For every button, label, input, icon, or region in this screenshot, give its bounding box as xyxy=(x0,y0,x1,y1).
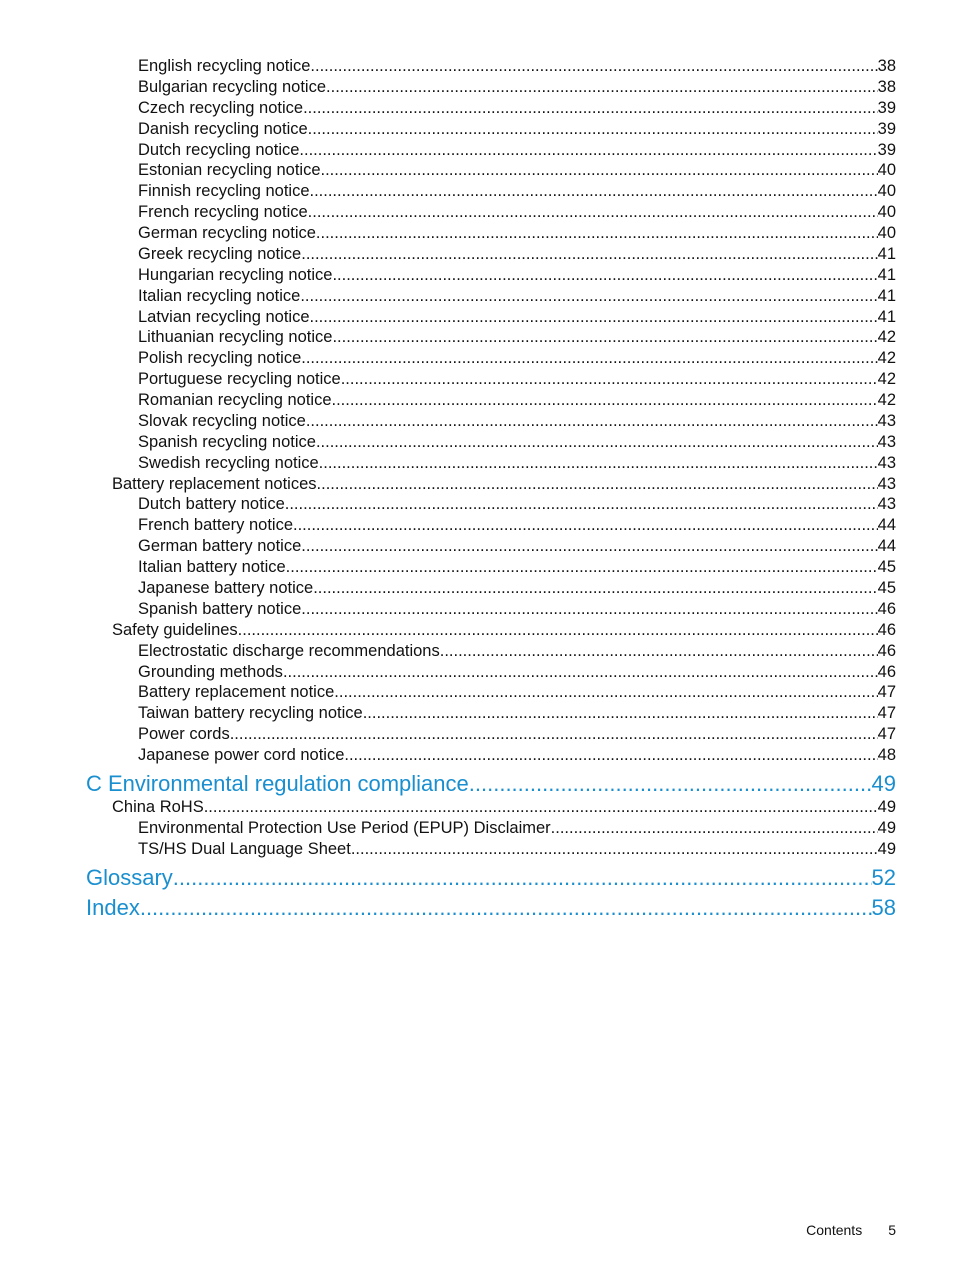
toc-entry[interactable] xyxy=(138,818,896,839)
toc-entry-page: 47 xyxy=(877,704,896,723)
toc-entry-title: Slovak recycling notice xyxy=(138,411,306,430)
toc-leader-dots xyxy=(306,411,878,432)
toc-leader-dots xyxy=(303,98,878,119)
toc-chapter-entry[interactable] xyxy=(86,863,896,893)
toc-entry-title: Romanian recycling notice xyxy=(138,391,332,410)
toc-entry-page: 42 xyxy=(877,349,896,368)
toc-entry[interactable] xyxy=(138,244,896,265)
toc-entry-title: Battery replacement notices xyxy=(112,474,317,493)
toc-entry[interactable] xyxy=(138,119,896,140)
toc-entry-title: French recycling notice xyxy=(138,203,308,222)
toc-leader-dots xyxy=(301,348,877,369)
toc-entry-page: 43 xyxy=(877,474,896,493)
toc-entry[interactable] xyxy=(138,77,896,98)
toc-entry-page: 49 xyxy=(877,797,896,816)
toc-entry-page: 47 xyxy=(877,725,896,744)
toc-leader-dots xyxy=(308,119,878,140)
toc-entry-page: 42 xyxy=(877,391,896,410)
toc-leader-dots xyxy=(301,536,877,557)
toc-entry-title: China RoHS xyxy=(112,797,204,816)
toc-leader-dots xyxy=(173,863,872,893)
toc-entry-title: Danish recycling notice xyxy=(138,119,308,138)
toc-entry-page: 41 xyxy=(877,286,896,305)
toc-leader-dots xyxy=(230,724,878,745)
toc-entry[interactable] xyxy=(138,327,896,348)
toc-entry-page: 40 xyxy=(877,161,896,180)
toc-entry[interactable] xyxy=(138,839,896,860)
toc-entry-page: 52 xyxy=(871,864,896,890)
toc-leader-dots xyxy=(283,662,878,683)
toc-entry-title: Dutch recycling notice xyxy=(138,140,300,159)
toc-entry-title: French battery notice xyxy=(138,516,293,535)
toc-entry-title: Taiwan battery recycling notice xyxy=(138,704,363,723)
toc-entry[interactable] xyxy=(138,390,896,411)
toc-entry[interactable] xyxy=(138,432,896,453)
toc-leader-dots xyxy=(351,839,878,860)
toc-entry-title: Power cords xyxy=(138,725,230,744)
toc-entry-page: 49 xyxy=(877,818,896,837)
toc-entry-page: 39 xyxy=(877,98,896,117)
toc-entry[interactable] xyxy=(138,453,896,474)
toc-entry-title: Italian recycling notice xyxy=(138,286,301,305)
toc-entry-title: Lithuanian recycling notice xyxy=(138,328,333,347)
toc-entry-title: Polish recycling notice xyxy=(138,349,302,368)
toc-leader-dots xyxy=(310,56,877,77)
toc-leader-dots xyxy=(286,557,878,578)
toc-entry-title: Bulgarian recycling notice xyxy=(138,77,327,96)
toc-entry-page: 40 xyxy=(877,182,896,201)
toc-entry-title: Battery replacement notice xyxy=(138,683,335,702)
toc-entry[interactable] xyxy=(138,682,896,703)
toc-entry-page: 38 xyxy=(877,57,896,75)
toc-entry-title: German battery notice xyxy=(138,537,302,556)
toc-entry[interactable] xyxy=(138,202,896,223)
toc-entry[interactable] xyxy=(112,474,896,495)
toc-entry[interactable] xyxy=(138,265,896,286)
toc-entry-title: Safety guidelines xyxy=(112,620,238,639)
toc-leader-dots xyxy=(332,327,877,348)
toc-entry-page: 47 xyxy=(877,683,896,702)
toc-leader-dots xyxy=(308,202,878,223)
toc-entry[interactable] xyxy=(138,536,896,557)
toc-entry-title: Environmental Protection Use Period (EPUP) Disclaimer xyxy=(138,818,551,837)
toc-leader-dots xyxy=(316,432,878,453)
toc-entry-title: Japanese power cord notice xyxy=(138,746,345,765)
toc-entry-page: 43 xyxy=(877,411,896,430)
toc-entry-page: 49 xyxy=(871,770,896,796)
toc-entry-page: 41 xyxy=(877,265,896,284)
toc-entry-title: TS/HS Dual Language Sheet xyxy=(138,839,351,858)
toc-entry-page: 40 xyxy=(877,224,896,243)
toc-leader-dots xyxy=(316,223,878,244)
toc-entry-page: 44 xyxy=(877,537,896,556)
toc-entry-page: 45 xyxy=(877,558,896,577)
toc-entry-title: C Environmental regulation compliance xyxy=(86,770,469,796)
toc-entry-title: Grounding methods xyxy=(138,662,283,681)
toc-entry[interactable] xyxy=(138,557,896,578)
toc-entry[interactable] xyxy=(138,515,896,536)
toc-leader-dots xyxy=(440,641,878,662)
toc-leader-dots xyxy=(326,77,878,98)
toc-entry-title: Index xyxy=(86,894,140,920)
toc-entry-title: Italian battery notice xyxy=(138,558,286,577)
toc-entry-title: Swedish recycling notice xyxy=(138,453,319,472)
toc-entry-page: 58 xyxy=(871,894,896,920)
toc-leader-dots xyxy=(319,453,878,474)
toc-entry-title: Spanish recycling notice xyxy=(138,432,316,451)
toc-leader-dots xyxy=(313,578,877,599)
toc-entry-title: Spanish battery notice xyxy=(138,599,302,618)
toc-entry[interactable] xyxy=(138,286,896,307)
toc-entry[interactable] xyxy=(138,160,896,181)
toc-leader-dots xyxy=(363,703,878,724)
toc-leader-dots xyxy=(317,474,878,495)
toc-entry-page: 44 xyxy=(877,516,896,535)
toc-entry-title: Latvian recycling notice xyxy=(138,307,310,326)
toc-entry-page: 45 xyxy=(877,579,896,597)
toc-entry-page: 48 xyxy=(877,746,896,765)
toc-entry-page: 41 xyxy=(877,244,896,263)
toc-entry[interactable] xyxy=(138,578,896,599)
toc-entry-title: Japanese battery notice xyxy=(138,579,314,597)
toc-entry[interactable] xyxy=(138,745,896,766)
toc-leader-dots xyxy=(301,244,877,265)
footer-section-label: Contents xyxy=(806,1222,863,1238)
toc-leader-dots xyxy=(332,390,878,411)
toc-leader-dots xyxy=(334,682,877,703)
toc-leader-dots xyxy=(301,599,877,620)
toc-entry-page: 42 xyxy=(877,328,896,347)
toc-entry-page: 43 xyxy=(877,453,896,472)
toc-leader-dots xyxy=(341,369,878,390)
toc-entry-title: German recycling notice xyxy=(138,224,316,243)
toc-entry-title: Hungarian recycling notice xyxy=(138,265,333,284)
toc-leader-dots xyxy=(321,160,878,181)
toc-entry-page: 40 xyxy=(877,203,896,222)
toc-entry-page: 38 xyxy=(877,77,896,96)
footer-page-number: 5 xyxy=(888,1222,896,1238)
toc-entry[interactable] xyxy=(138,223,896,244)
toc-entry[interactable] xyxy=(138,703,896,724)
toc-entry[interactable] xyxy=(138,348,896,369)
toc-entry-title: Glossary xyxy=(86,864,173,890)
toc-entry[interactable] xyxy=(138,98,896,119)
toc-entry-page: 49 xyxy=(877,839,896,858)
toc-entry[interactable] xyxy=(138,369,896,390)
toc-entry-page: 43 xyxy=(877,432,896,451)
toc-entry-page: 42 xyxy=(877,370,896,389)
toc-entry[interactable] xyxy=(138,641,896,662)
toc-entry[interactable] xyxy=(112,797,896,818)
toc-leader-dots xyxy=(238,620,878,641)
toc-entry[interactable] xyxy=(138,724,896,745)
toc-entry-page: 43 xyxy=(877,495,896,514)
toc-entry[interactable] xyxy=(138,494,896,515)
toc-entry-title: Electrostatic discharge recommendations xyxy=(138,641,440,660)
toc-chapter-entry[interactable] xyxy=(86,893,896,923)
toc-leader-dots xyxy=(300,286,877,307)
toc-leader-dots xyxy=(344,745,877,766)
toc-entry[interactable] xyxy=(138,599,896,620)
toc-entry[interactable] xyxy=(112,620,896,641)
toc-entry[interactable] xyxy=(138,662,896,683)
toc-entry[interactable] xyxy=(138,140,896,161)
toc-leader-dots xyxy=(293,515,878,536)
toc-leader-dots xyxy=(551,818,878,839)
toc-entry[interactable] xyxy=(138,181,896,202)
toc-entry-page: 39 xyxy=(877,140,896,159)
toc-entry[interactable] xyxy=(138,56,896,77)
toc-entry-page: 41 xyxy=(877,307,896,326)
toc-entry-page: 46 xyxy=(877,599,896,618)
toc-entry[interactable] xyxy=(138,411,896,432)
toc-entry-title: Dutch battery notice xyxy=(138,495,285,514)
toc-leader-dots xyxy=(310,181,878,202)
toc-leader-dots xyxy=(469,769,872,799)
toc-entry-title: Finnish recycling notice xyxy=(138,182,310,201)
toc-leader-dots xyxy=(332,265,877,286)
toc-entry-title: Czech recycling notice xyxy=(138,98,304,117)
toc-leader-dots xyxy=(204,797,878,818)
toc-leader-dots xyxy=(285,494,878,515)
toc-entry-title: Portuguese recycling notice xyxy=(138,370,341,389)
toc-entry-page: 46 xyxy=(877,620,896,639)
toc-leader-dots xyxy=(310,307,878,328)
page-footer xyxy=(806,1222,896,1238)
toc-entry-page: 46 xyxy=(877,641,896,660)
toc-entry[interactable] xyxy=(138,307,896,328)
toc-chapter-entry[interactable] xyxy=(86,769,896,799)
toc-entry-title: Estonian recycling notice xyxy=(138,161,321,180)
toc-leader-dots xyxy=(140,893,872,923)
toc-entry-title: Greek recycling notice xyxy=(138,244,302,263)
toc-entry-title: English recycling notice xyxy=(138,57,311,75)
toc-entry-page: 46 xyxy=(877,662,896,681)
toc-entry-page: 39 xyxy=(877,119,896,138)
toc-leader-dots xyxy=(299,140,877,161)
